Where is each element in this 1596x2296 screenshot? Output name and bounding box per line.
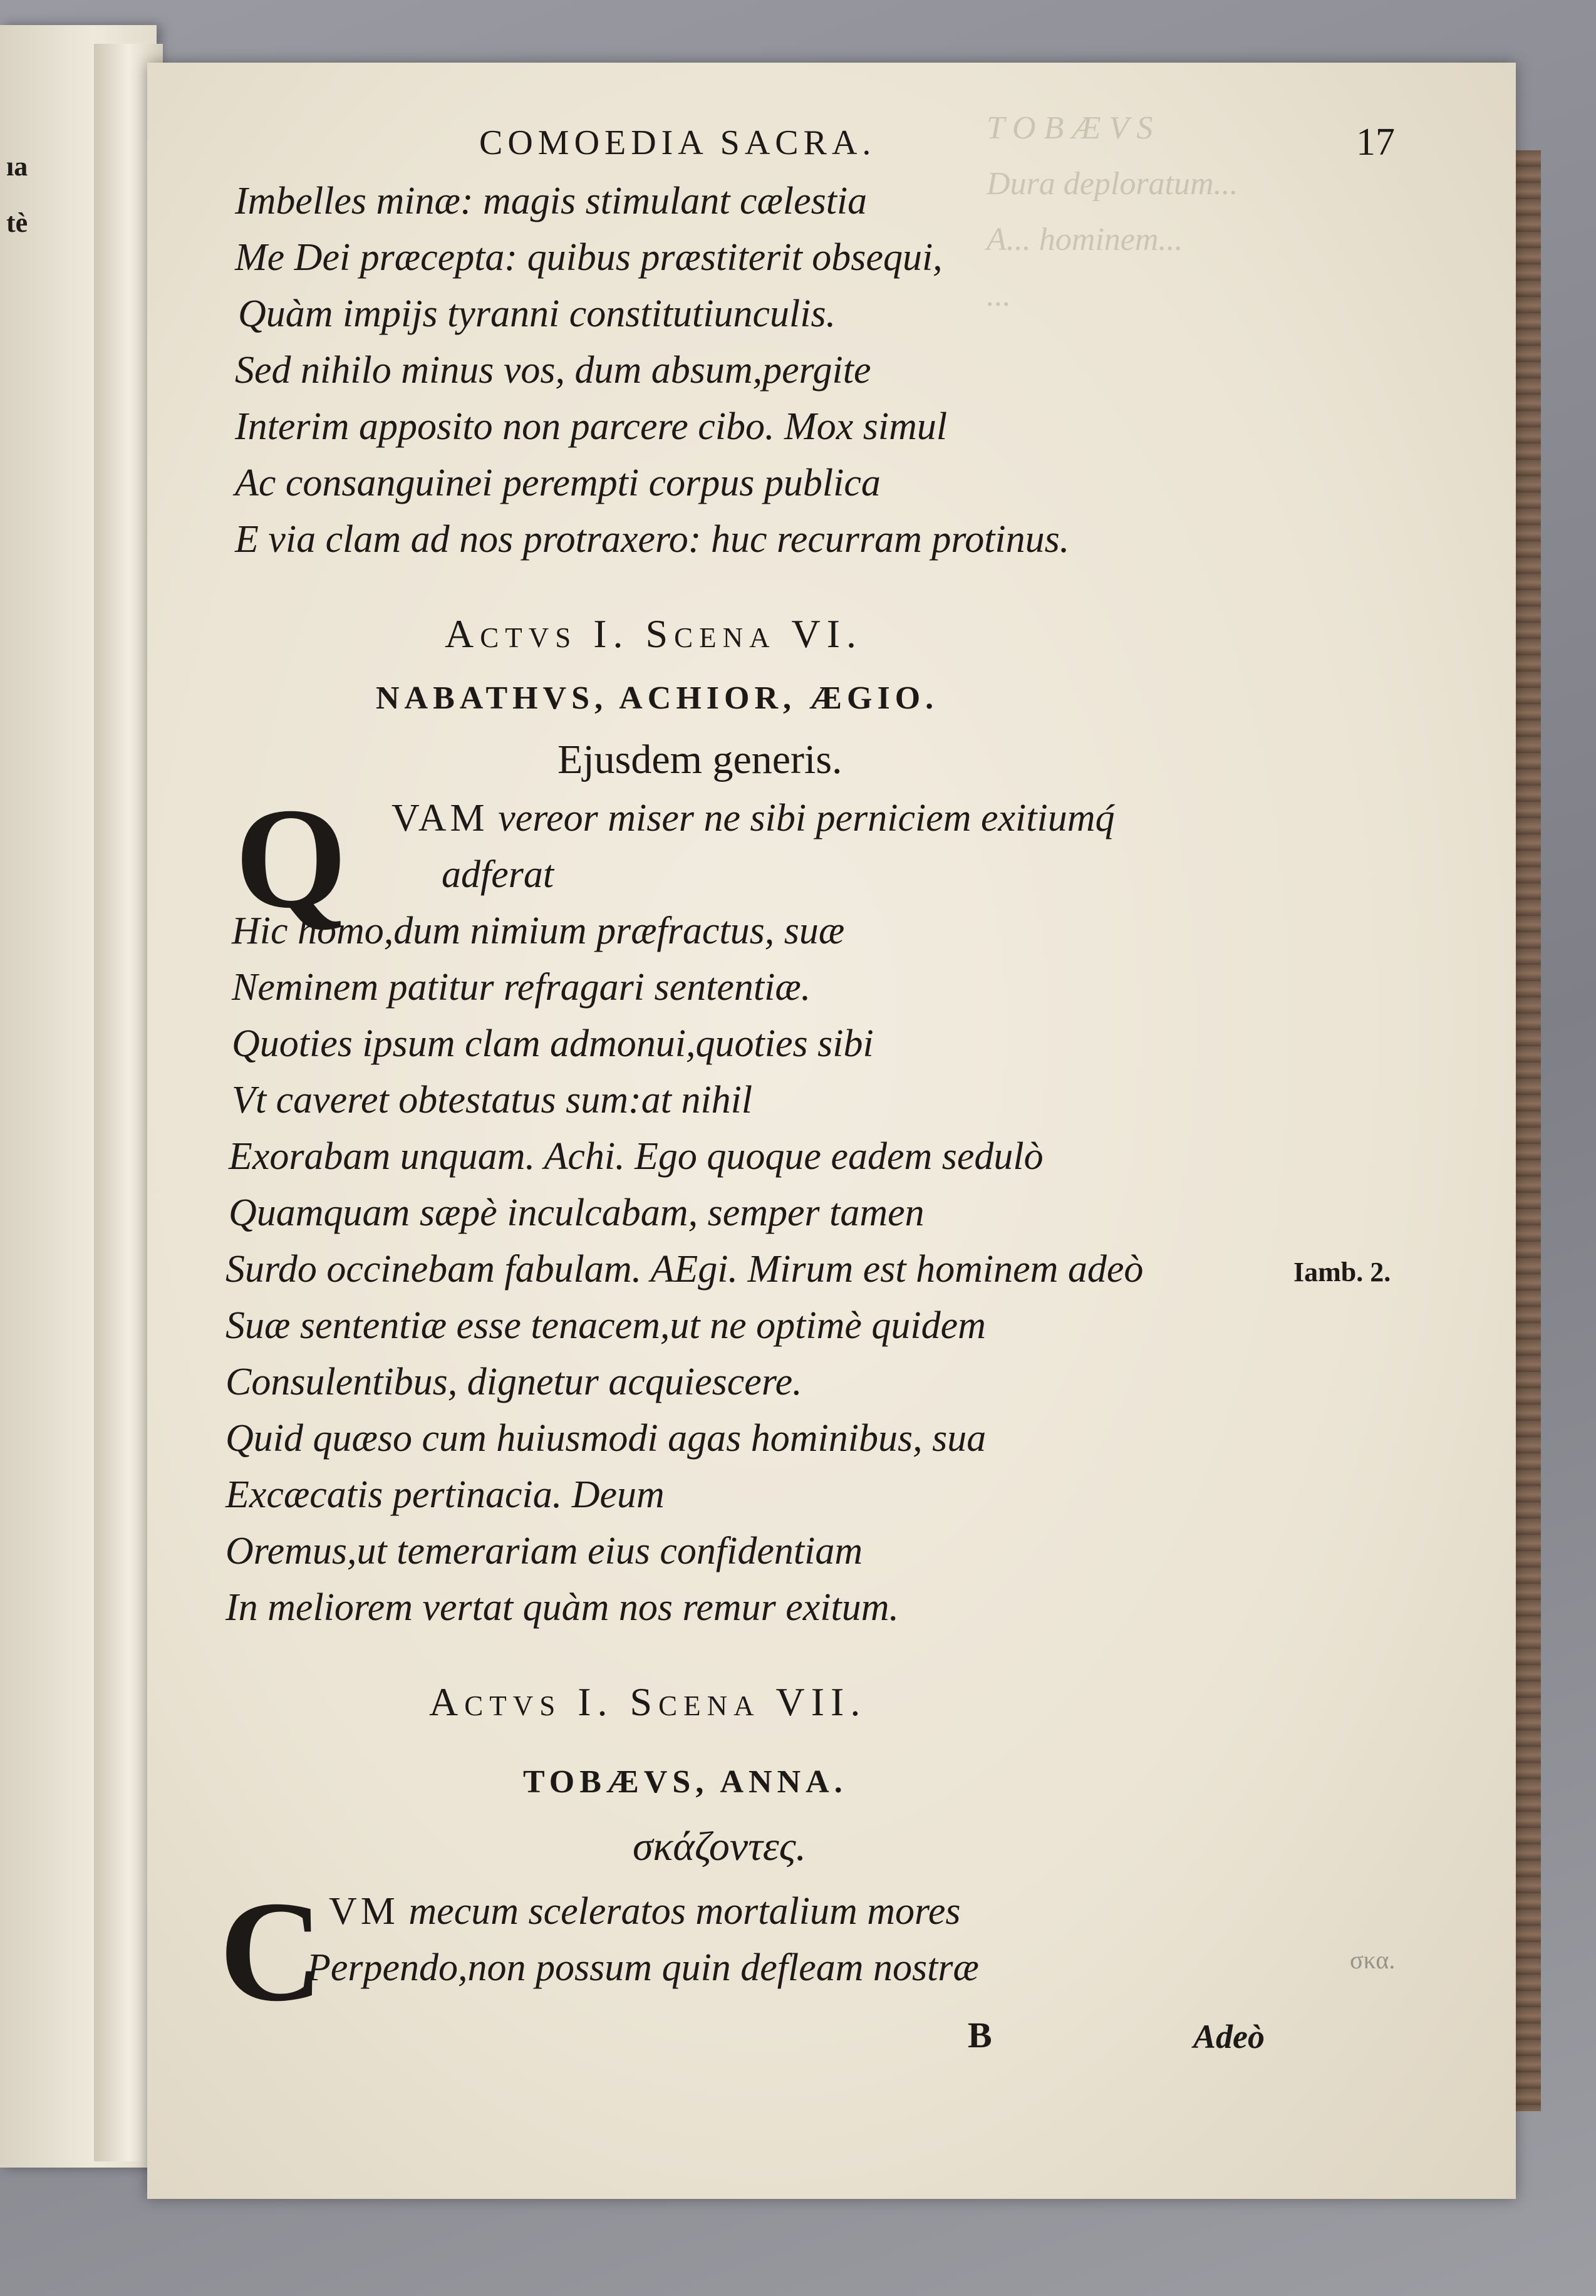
opening-line-rest: vereor miser ne sibi perniciem exitiumq́	[488, 797, 1115, 839]
verse-line: Oremus,ut temerariam eius confidentiam	[225, 1530, 863, 1572]
verse-line: Perpendo,non possum quin defleam nostræ	[307, 1946, 979, 1989]
verse-line: Suæ sententiæ esse tenacem,ut ne optimè quidem	[225, 1304, 986, 1347]
scene-heading: Actvs I. Scena VII.	[429, 1680, 867, 1724]
verse-line: Quàm impijs tyranni constitutiunculis.	[238, 293, 836, 335]
opening-line-rest: mecum sceleratos mortalium mores	[398, 1890, 961, 1933]
verse-line: E via clam ad nos protraxero: huc recurram protinus.	[235, 518, 1070, 561]
catchword: Adeò	[1193, 2018, 1265, 2055]
verse-line: In meliorem vertat quàm nos remur exitum.	[225, 1586, 899, 1629]
verse-line: Exorabam unquam. Achi. Ego quoque eadem sedulò	[229, 1135, 1044, 1178]
running-header: COMOEDIA SACRA.	[479, 123, 876, 162]
margin-note: σκα.	[1350, 1946, 1396, 1974]
margin-note: Iamb. 2.	[1293, 1257, 1391, 1287]
meter-note: Ejusdem generis.	[557, 737, 842, 782]
verse-line: Hic homo,dum nimium præfractus, suæ	[232, 910, 845, 952]
verse-line: Quamquam sæpè inculcabam, semper tamen	[229, 1192, 925, 1234]
signature-mark: B	[968, 2015, 992, 2055]
scene-heading: Actvs I. Scena VI.	[445, 611, 863, 656]
verse-line: Imbelles minæ: magis stimulant cælestia	[235, 180, 868, 222]
verse-line: Me Dei præcepta: quibus præstiterit obsequi,	[235, 236, 943, 279]
verse-line: Neminem patitur refragari sententiæ.	[232, 966, 811, 1009]
verse-line-first	[329, 1892, 960, 1931]
verse-line: Sed nihilo minus vos, dum absum,pergite	[235, 349, 871, 392]
verse-line: adferat	[442, 853, 554, 896]
scene-characters: TOBÆVS, ANNA.	[523, 1764, 847, 1800]
drop-cap: C	[219, 1871, 324, 2031]
book-page	[147, 63, 1516, 2199]
verse-line: Quoties ipsum clam admonui,quoties sibi	[232, 1022, 874, 1065]
verse-line: Ac consanguinei perempti corpus publica	[235, 462, 881, 504]
verse-line: Vt caveret obtestatus sum:at nihil	[232, 1079, 753, 1121]
verse-line: Consulentibus, dignetur acquiescere.	[225, 1361, 802, 1403]
verse-line: Quid quæso cum huiusmodi agas hominibus, sua	[225, 1417, 987, 1460]
verse-line-first	[391, 799, 1114, 838]
opening-word-caps: VAM	[391, 797, 489, 839]
verse-line: Excæcatis pertinacia. Deum	[225, 1473, 665, 1516]
bleed-through-text: T O B Æ V S Dura deploratum... A... hominem... ...	[987, 110, 1238, 313]
verse-line: Interim apposito non parcere cibo. Mox simul	[235, 405, 948, 448]
previous-page-fragment: ıa	[6, 151, 28, 182]
opening-word-caps: VM	[329, 1890, 399, 1933]
drop-cap: Q	[235, 778, 347, 938]
previous-page-fragment: tè	[6, 207, 28, 238]
meter-note: σκάζοντες.	[633, 1824, 807, 1869]
page-number: 17	[1356, 121, 1395, 164]
verse-line: Surdo occinebam fabulam. AEgi. Mirum est hominem adeò	[225, 1248, 1144, 1291]
scene-characters: NABATHVS, ACHIOR, ÆGIO.	[376, 680, 939, 716]
